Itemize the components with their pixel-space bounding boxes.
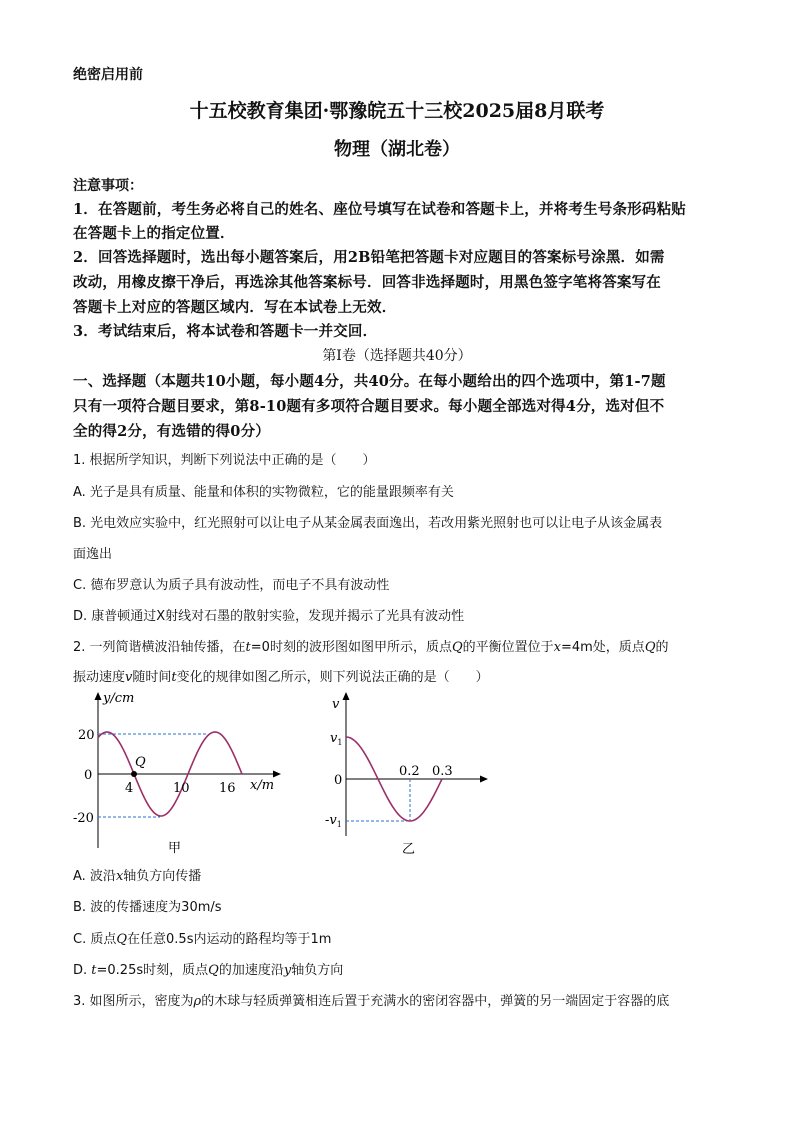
q1-option-d: D. 康普顿通过X射线对石墨的散射实验，发现并揭示了光具有波动性 bbox=[73, 609, 465, 624]
q1-option-a: A. 光子是具有质量、能量和体积的实物微粒，它的能量跟频率有关 bbox=[73, 485, 454, 500]
note-line: 答题卡上对应的答题区域内．写在本试卷上无效． bbox=[73, 299, 397, 316]
note-line: 1．在答题前，考生务必将自己的姓名、座位号填写在试卷和答题卡上，并将考生号条形码粘贴 bbox=[73, 201, 686, 218]
point-q-marker bbox=[131, 771, 137, 777]
exam-title: 十五校教育集团·鄂豫皖五十三校2025届8月联考 bbox=[189, 100, 605, 122]
note-line: 2．回答选择题时，选出每小题答案后，用2B铅笔把答题卡对应题目的答案标号涂黑．如需 bbox=[73, 249, 665, 266]
note-line: 改动，用橡皮擦干净后，再选涂其他答案标号．回答非选择题时，用黑色签字笔将答案写在 bbox=[73, 274, 661, 291]
q2-option-c: C. 质点Q在任意0.5s内运动的路程均等于1m bbox=[73, 932, 332, 947]
q1-option-b: B. 光电效应实验中，红光照射可以让电子从某金属表面逸出，若改用紫光照射也可以让电子从该金属表 bbox=[73, 516, 663, 531]
yi-neg-v1: $-v_1$ bbox=[325, 813, 342, 829]
jia-x-16: 16 bbox=[219, 781, 236, 796]
figure-yi-velocity bbox=[322, 686, 492, 858]
note-line: 在答题卡上的指定位置． bbox=[73, 225, 235, 242]
q1-option-c: C. 德布罗意认为质子具有波动性，而电子不具有波动性 bbox=[73, 578, 390, 593]
jia-y-bottom: -20 bbox=[73, 811, 94, 826]
q2-option-a: A. 波沿x轴负方向传播 bbox=[73, 869, 202, 884]
q2-stem-line1: 2. 一列简谐横波沿轴传播，在t=0时刻的波形图如图甲所示，质点Q的平衡位置位于x=4m处，质点Q的 bbox=[73, 640, 669, 655]
jia-y-zero: 0 bbox=[84, 768, 93, 783]
section-intro-line: 一、选择题（本题共10小题，每小题4分，共40分。在每小题给出的四个选项中，第1-7题 bbox=[73, 373, 666, 390]
section-part-title: 第Ⅰ卷（选择题共40分） bbox=[322, 348, 472, 364]
yi-t-03: 0.3 bbox=[432, 764, 453, 779]
figure-jia-wave bbox=[70, 686, 290, 858]
q2-option-d: D. t=0.25s时刻，质点Q的加速度沿y轴负方向 bbox=[73, 963, 344, 978]
q1-option-b-cont: 面逸出 bbox=[73, 547, 113, 562]
yi-caption: 乙 bbox=[402, 842, 416, 857]
notes-heading: 注意事项： bbox=[73, 178, 143, 194]
q2-option-b: B. 波的传播速度为30m/s bbox=[73, 900, 222, 915]
jia-caption: 甲 bbox=[168, 841, 182, 856]
jia-xlabel: x/m bbox=[250, 778, 275, 793]
q3-stem: 3. 如图所示，密度为ρ的木球与轻质弹簧相连后置于充满水的密闭容器中，弹簧的另一端固定于容器的底 bbox=[73, 994, 670, 1009]
q2-stem-line2: 振动速度v随时间t变化的规律如图乙所示，则下列说法正确的是（ ） bbox=[73, 670, 489, 685]
jia-x-10: 10 bbox=[173, 781, 190, 796]
yi-ylabel: v bbox=[332, 697, 340, 712]
jia-y-top: 20 bbox=[78, 728, 95, 743]
section-intro-line: 全的得2分，有选错的得0分） bbox=[73, 423, 270, 440]
exam-subtitle: 物理（湖北卷） bbox=[334, 139, 460, 160]
jia-ylabel: y/cm bbox=[103, 691, 135, 706]
confidential-mark: 绝密启用前 bbox=[73, 67, 143, 83]
yi-t-02: 0.2 bbox=[399, 764, 420, 779]
jia-point-q: Q bbox=[135, 755, 146, 770]
section-intro-line: 只有一项符合题目要求，第8-10题有多项符合题目要求。每小题全部选对得4分，选对但不 bbox=[73, 398, 665, 415]
q1-stem: 1. 根据所学知识，判断下列说法中正确的是（ ） bbox=[73, 453, 376, 468]
yi-zero: 0 bbox=[334, 773, 343, 788]
note-line: 3．考试结束后，将本试卷和答题卡一并交回． bbox=[73, 323, 378, 340]
jia-x-4: 4 bbox=[125, 781, 134, 796]
yi-v1: $v_1$ bbox=[330, 731, 343, 747]
